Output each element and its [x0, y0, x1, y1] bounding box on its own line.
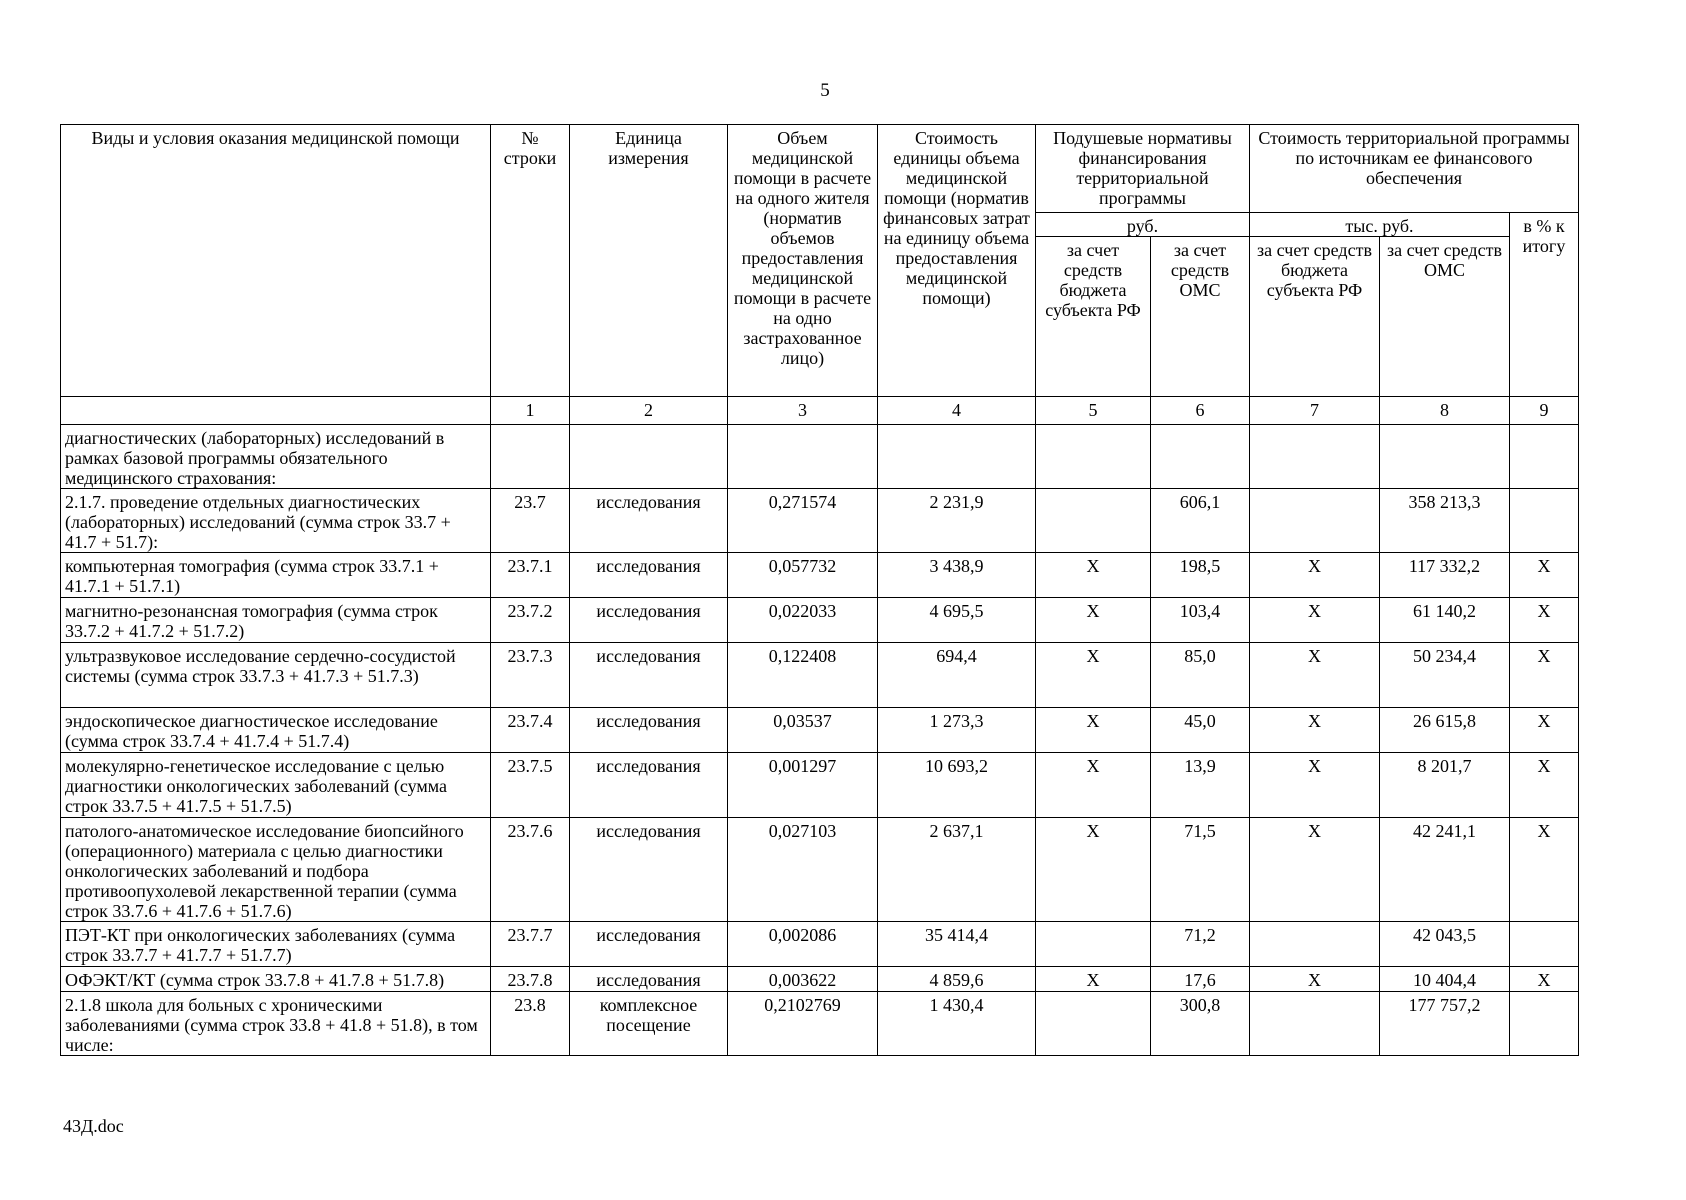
row-unit: исследования — [570, 753, 728, 818]
row-unit: исследования — [570, 553, 728, 598]
row-number: 23.7.2 — [491, 598, 570, 643]
row-cost: 1 273,3 — [878, 708, 1036, 753]
row-volume: 0,057732 — [728, 553, 878, 598]
row-unit: исследования — [570, 598, 728, 643]
row-unit: исследования — [570, 708, 728, 753]
row-pct-total — [1510, 922, 1579, 967]
row-unit: исследования — [570, 489, 728, 553]
row-oms-thous: 358 213,3 — [1380, 489, 1510, 553]
row-cost: 2 637,1 — [878, 818, 1036, 922]
header-kinds: Виды и условия оказания медицинской помощи — [61, 125, 491, 397]
row-number: 23.7.5 — [491, 753, 570, 818]
file-name: 43Д.doc — [63, 1116, 124, 1136]
row-budget-thous: X — [1250, 967, 1380, 992]
row-number: 23.7 — [491, 489, 570, 553]
header-program-cost: Стоимость территориальной программы по источникам ее финансового обеспечения — [1250, 125, 1579, 213]
program-cost-table — [60, 124, 1579, 1056]
header-pct-total: в % к итогу — [1510, 213, 1579, 397]
column-number: 7 — [1250, 397, 1380, 425]
row-name: ОФЭКТ/КТ (сумма строк 33.7.8 + 41.7.8 + 51.7.8) — [61, 967, 491, 992]
row-cost: 4 859,6 — [878, 967, 1036, 992]
row-oms-rub: 606,1 — [1151, 489, 1250, 553]
page-number: 5 — [820, 80, 830, 101]
row-oms-rub: 103,4 — [1151, 598, 1250, 643]
row-volume: 0,2102769 — [728, 992, 878, 1056]
row-volume: 0,122408 — [728, 643, 878, 708]
row-budget-rub: X — [1036, 753, 1151, 818]
row-pct-total: X — [1510, 967, 1579, 992]
table-row — [61, 598, 1579, 643]
table-row — [61, 922, 1579, 967]
row-number: 23.8 — [491, 992, 570, 1056]
row-budget-thous — [1250, 425, 1380, 489]
table-row — [61, 967, 1579, 992]
row-name: диагностических (лабораторных) исследований в рамках базовой программы обязательного медицинского страхования: — [61, 425, 491, 489]
row-unit: исследования — [570, 818, 728, 922]
row-name: патолого-анатомическое исследование биопсийного (операционного) материала с целью диагностики онкологических заболеваний и подбора противоопухолевой лекарственной терапии (сумма строк 33.7.6 + 41.7.6 + 51.7.6) — [61, 818, 491, 922]
row-cost: 35 414,4 — [878, 922, 1036, 967]
table-row — [61, 753, 1579, 818]
row-name: 2.1.8 школа для больных с хроническими заболеваниями (сумма строк 33.8 + 41.8 + 51.8), в том числе: — [61, 992, 491, 1056]
column-number: 1 — [491, 397, 570, 425]
row-oms-rub: 71,2 — [1151, 922, 1250, 967]
header-oms: за счет средств ОМС — [1151, 237, 1250, 397]
row-cost — [878, 425, 1036, 489]
row-name: ультразвуковое исследование сердечно-сосудистой системы (сумма строк 33.7.3 + 41.7.3 + 51.7.3) — [61, 643, 491, 708]
row-oms-thous — [1380, 425, 1510, 489]
table-row — [61, 708, 1579, 753]
row-unit: комплексное посещение — [570, 992, 728, 1056]
row-pct-total: X — [1510, 553, 1579, 598]
row-oms-thous: 10 404,4 — [1380, 967, 1510, 992]
row-name: эндоскопическое диагностическое исследование (сумма строк 33.7.4 + 41.7.4 + 51.7.4) — [61, 708, 491, 753]
header-row-no: № строки — [491, 125, 570, 397]
header-thous-rub: тыс. руб. — [1250, 213, 1510, 237]
row-budget-rub: X — [1036, 708, 1151, 753]
column-number: 6 — [1151, 397, 1250, 425]
row-volume: 0,022033 — [728, 598, 878, 643]
row-oms-rub: 85,0 — [1151, 643, 1250, 708]
row-oms-rub: 17,6 — [1151, 967, 1250, 992]
row-volume: 0,03537 — [728, 708, 878, 753]
row-pct-total: X — [1510, 598, 1579, 643]
row-number: 23.7.7 — [491, 922, 570, 967]
row-budget-thous: X — [1250, 643, 1380, 708]
table-body — [61, 425, 1579, 1056]
row-name: ПЭТ-КТ при онкологических заболеваниях (сумма строк 33.7.7 + 41.7.7 + 51.7.7) — [61, 922, 491, 967]
row-pct-total — [1510, 425, 1579, 489]
column-number: 4 — [878, 397, 1036, 425]
column-number: 2 — [570, 397, 728, 425]
row-budget-thous: X — [1250, 753, 1380, 818]
row-volume: 0,003622 — [728, 967, 878, 992]
row-number: 23.7.1 — [491, 553, 570, 598]
header-cost: Стоимость единицы объема медицинской помощи (норматив финансовых затрат на единицу объема предоставления медицинской помощи) — [878, 125, 1036, 397]
header-oms-thous: за счет средств ОМС — [1380, 237, 1510, 397]
row-cost: 3 438,9 — [878, 553, 1036, 598]
column-number: 9 — [1510, 397, 1579, 425]
row-name: магнитно-резонансная томография (сумма строк 33.7.2 + 41.7.2 + 51.7.2) — [61, 598, 491, 643]
row-cost: 694,4 — [878, 643, 1036, 708]
row-budget-thous: X — [1250, 708, 1380, 753]
row-pct-total: X — [1510, 753, 1579, 818]
header-volume: Объем медицинской помощи в расчете на одного жителя (норматив объемов предоставления медицинской помощи в расчете на одно застрахованное лицо) — [728, 125, 878, 397]
column-numbers-row — [61, 397, 1579, 425]
row-volume: 0,001297 — [728, 753, 878, 818]
row-number: 23.7.4 — [491, 708, 570, 753]
row-pct-total: X — [1510, 708, 1579, 753]
table-row — [61, 992, 1579, 1056]
column-number — [61, 397, 491, 425]
header-rub: руб. — [1036, 213, 1250, 237]
row-pct-total — [1510, 489, 1579, 553]
header-unit: Единица измерения — [570, 125, 728, 397]
row-unit — [570, 425, 728, 489]
row-volume: 0,002086 — [728, 922, 878, 967]
row-pct-total — [1510, 992, 1579, 1056]
row-name: 2.1.7. проведение отдельных диагностических (лабораторных) исследований (сумма строк 33.7 + 41.7 + 51.7): — [61, 489, 491, 553]
row-budget-rub: X — [1036, 967, 1151, 992]
row-oms-thous: 26 615,8 — [1380, 708, 1510, 753]
row-budget-thous: X — [1250, 553, 1380, 598]
row-oms-thous: 61 140,2 — [1380, 598, 1510, 643]
row-budget-thous — [1250, 489, 1380, 553]
row-oms-rub: 13,9 — [1151, 753, 1250, 818]
row-cost: 2 231,9 — [878, 489, 1036, 553]
row-budget-rub: X — [1036, 818, 1151, 922]
table-row — [61, 818, 1579, 922]
column-number: 8 — [1380, 397, 1510, 425]
table-row — [61, 489, 1579, 553]
row-oms-thous: 42 241,1 — [1380, 818, 1510, 922]
row-cost: 1 430,4 — [878, 992, 1036, 1056]
header-budget-rf-thous: за счет средств бюджета субъекта РФ — [1250, 237, 1380, 397]
row-budget-rub: X — [1036, 643, 1151, 708]
table-row — [61, 643, 1579, 708]
row-oms-thous: 50 234,4 — [1380, 643, 1510, 708]
row-oms-thous: 8 201,7 — [1380, 753, 1510, 818]
row-oms-rub: 71,5 — [1151, 818, 1250, 922]
column-number: 5 — [1036, 397, 1151, 425]
row-oms-thous: 177 757,2 — [1380, 992, 1510, 1056]
row-budget-rub — [1036, 992, 1151, 1056]
row-budget-rub — [1036, 489, 1151, 553]
row-oms-rub: 300,8 — [1151, 992, 1250, 1056]
row-budget-rub — [1036, 425, 1151, 489]
row-budget-thous — [1250, 992, 1380, 1056]
column-number: 3 — [728, 397, 878, 425]
row-volume: 0,271574 — [728, 489, 878, 553]
table-row — [61, 425, 1579, 489]
row-oms-thous: 42 043,5 — [1380, 922, 1510, 967]
row-pct-total: X — [1510, 818, 1579, 922]
row-oms-thous: 117 332,2 — [1380, 553, 1510, 598]
row-pct-total: X — [1510, 643, 1579, 708]
row-budget-rub: X — [1036, 553, 1151, 598]
row-unit: исследования — [570, 967, 728, 992]
row-budget-rub: X — [1036, 598, 1151, 643]
row-number: 23.7.6 — [491, 818, 570, 922]
row-name: компьютерная томография (сумма строк 33.7.1 + 41.7.1 + 51.7.1) — [61, 553, 491, 598]
row-cost: 10 693,2 — [878, 753, 1036, 818]
row-budget-thous — [1250, 922, 1380, 967]
row-name: молекулярно-генетическое исследование с целью диагностики онкологических заболеваний (сумма строк 33.7.5 + 41.7.5 + 51.7.5) — [61, 753, 491, 818]
row-oms-rub: 198,5 — [1151, 553, 1250, 598]
row-number: 23.7.3 — [491, 643, 570, 708]
row-volume — [728, 425, 878, 489]
row-number: 23.7.8 — [491, 967, 570, 992]
row-unit: исследования — [570, 643, 728, 708]
row-volume: 0,027103 — [728, 818, 878, 922]
row-unit: исследования — [570, 922, 728, 967]
row-budget-rub — [1036, 922, 1151, 967]
header-budget-rf: за счет средств бюджета субъекта РФ — [1036, 237, 1151, 397]
row-budget-thous: X — [1250, 598, 1380, 643]
header-per-capita: Подушевые нормативы финансирования территориальной программы — [1036, 125, 1250, 213]
row-budget-thous: X — [1250, 818, 1380, 922]
table-row — [61, 553, 1579, 598]
row-cost: 4 695,5 — [878, 598, 1036, 643]
row-oms-rub — [1151, 425, 1250, 489]
row-number — [491, 425, 570, 489]
row-oms-rub: 45,0 — [1151, 708, 1250, 753]
